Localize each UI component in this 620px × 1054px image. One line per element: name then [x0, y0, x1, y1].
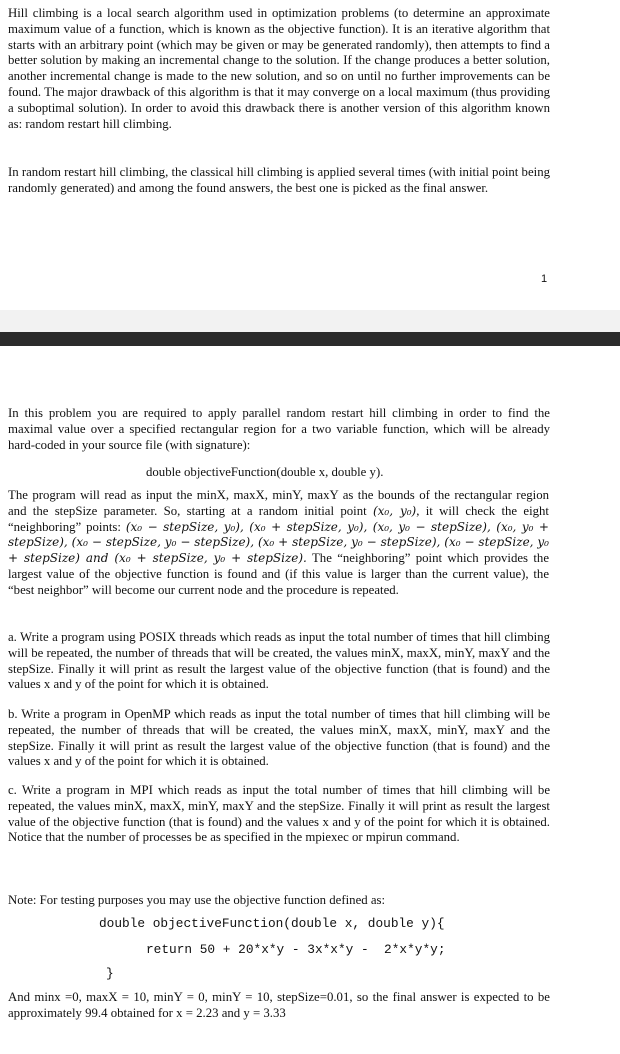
- procedure-paragraph: [8, 488, 549, 599]
- procedure-text-1: The program will read as input the minX, maxX, minY, maxY as the bounds of the rectangular region and the stepSize parameter. So, starting at a random initial point: [8, 488, 549, 518]
- neighbor-points: (x₀ − stepSize, y₀), (x₀ + stepSize, y₀), (x₀, y₀ − stepSize), (x₀, y₀ + stepSize), (x₀ − stepSize, y₀ − stepSize), (x₀ + stepSize, y₀ − stepSize), (x₀ − stepSize, y₀ + stepSize) and (x₀ + stepSize, y₀ + stepSize).: [8, 519, 549, 566]
- problem-paragraph: In this problem you are required to apply parallel random restart hill climbing in order to find the maximal value over a specified rectangular region for a two variable function, which will be already hard-coded in your source file (with signature):: [8, 406, 550, 452]
- procedure-text-2: , it will check the eight “neighboring” points:: [8, 503, 549, 534]
- final-paragraph: And minx =0, maxX = 10, minY = 0, minY = 10, stepSize=0.01, so the final answer is expected to be approximately 99.4 obtained for x = 2.23 and y = 3.33: [8, 990, 550, 1020]
- code-line-closing-brace: }: [106, 966, 114, 981]
- page-number: 1: [541, 273, 548, 285]
- procedure-text-3: The “neighboring” point which provides the largest value of the objective function is found and (if this value is larger than the current value), the “best neighbor” will become our current node and the procedure is repeated.: [8, 551, 549, 597]
- function-signature: double objectiveFunction(double x, double y).: [146, 465, 384, 479]
- task-b-paragraph: b. Write a program in OpenMP which reads as input the total number of times that hill climbing will be repeated, the number of threads that will be created, the values minX, maxX, minY, maxY and the stepSize. Finally it will print as result the largest value of the objective function (that is found) and the values x and y of the point for which it is obtained.: [8, 707, 550, 769]
- code-line-signature: double objectiveFunction(double x, double y){: [99, 916, 445, 931]
- page-gap: [0, 310, 620, 332]
- code-line-return: return 50 + 20*x*y - 3x*x*y - 2*x*y*y;: [146, 942, 446, 957]
- initial-point: (x₀, y₀): [372, 503, 417, 518]
- task-a-paragraph: a. Write a program using POSIX threads which reads as input the total number of times that hill climbing will be repeated, the number of threads that will be created, the values minX, maxX, minY, maxY and the stepSize. Finally it will print as result the largest value of the objective function (that is found) and the values x and y of the point for which it is obtained.: [8, 630, 550, 692]
- intro-paragraph: Hill climbing is a local search algorithm used in optimization problems (to determine an approximate maximum value of a function, which is known as the objective function). It is an iterative algorithm that starts with an arbitrary point (which may be given or may be generated randomly), then attempts to find a better solution by making an incremental change to the solution. If the change produces a better solution, another incremental change is made to the new solution, and so on until no further improvements can be found. The major drawback of this algorithm is that it may converge on a local maximum (thus providing a suboptimal solution). In order to avoid this drawback there is another version of this algorithm known as: random restart hill climbing.: [8, 6, 550, 131]
- random-restart-paragraph: In random restart hill climbing, the classical hill climbing is applied several times (with initial point being randomly generated) and among the found answers, the best one is picked as the final answer.: [8, 165, 550, 195]
- document-page-1: [0, 0, 620, 310]
- page-separator: [0, 332, 620, 346]
- note-paragraph: Note: For testing purposes you may use the objective function defined as:: [8, 893, 386, 907]
- task-c-paragraph: c. Write a program in MPI which reads as input the total number of times that hill climbing will be repeated, the values minX, maxX, minY, maxY and the stepSize. Finally it will print as result the largest value of the objective function (that is found) and the values x and y of the point for which it is obtained. Notice that the number of processes be as specified in the mpiexec or mpirun command.: [8, 783, 550, 845]
